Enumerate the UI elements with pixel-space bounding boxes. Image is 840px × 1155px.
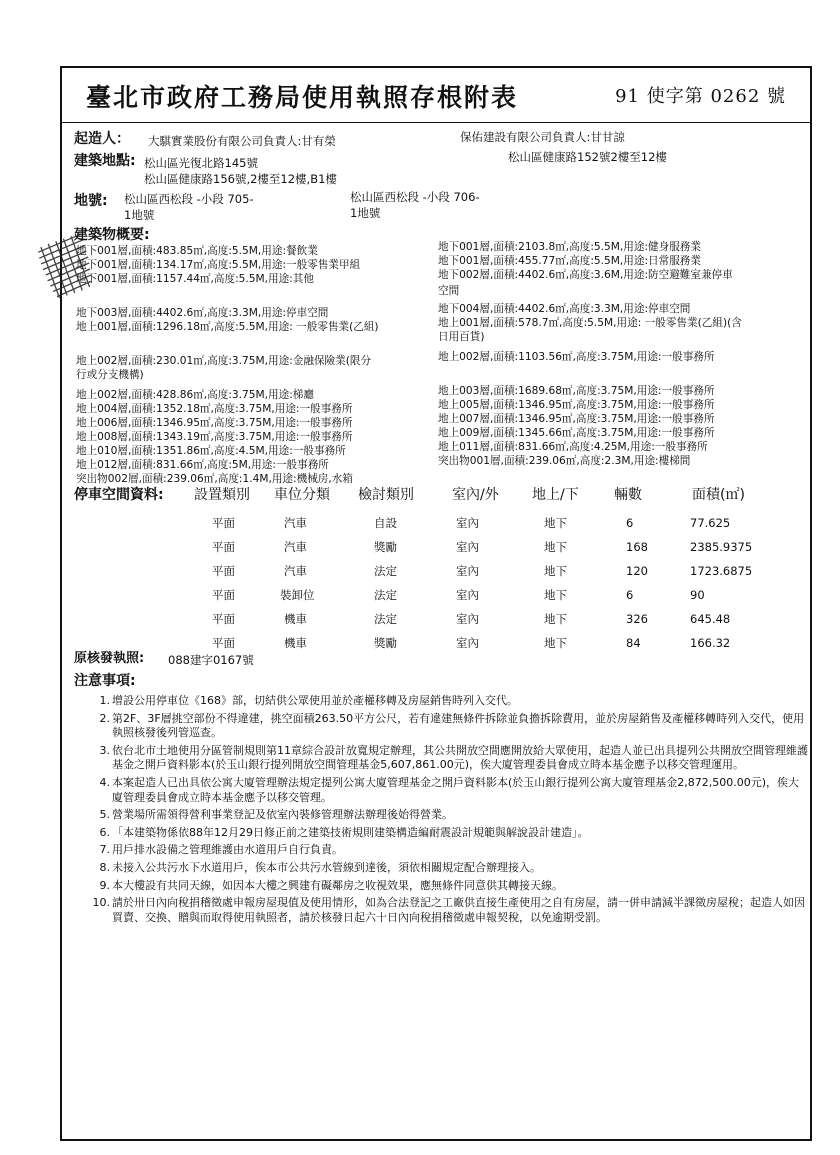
parking-cell: 室內 <box>456 540 479 554</box>
note-item <box>90 843 810 858</box>
note-number: 8. <box>99 860 110 874</box>
note-item <box>90 712 810 741</box>
note-text: 增設公用停車位《168》部，切結供公眾使用並於產權移轉及房屋銷售時列入交代。 <box>112 694 518 707</box>
parking-cell: 室內 <box>456 564 479 578</box>
building-left-line: 地上002層,面積:428.86㎡,高度:3.75M,用途:梯廳 <box>76 389 314 401</box>
note-item <box>90 694 810 709</box>
notes-list <box>90 694 810 928</box>
parking-cell: 地下 <box>544 636 567 650</box>
parking-header: 面積(㎡) <box>692 487 745 503</box>
builder-right: 保佑建設有限公司負責人:甘甘諒 <box>460 130 625 144</box>
original-permit-label: 原核發執照: <box>74 651 145 666</box>
note-number: 9. <box>99 878 110 892</box>
note-number: 10. <box>92 896 110 910</box>
note-number: 5. <box>99 808 110 822</box>
parking-cell: 645.48 <box>690 612 731 626</box>
note-number: 4. <box>99 775 110 789</box>
parking-cell: 84 <box>626 636 641 650</box>
parking-cell: 獎勵 <box>374 636 397 650</box>
parking-label: 停車空間資料: <box>74 487 164 503</box>
note-number: 6. <box>99 825 110 839</box>
note-item <box>90 776 810 805</box>
parking-cell: 地下 <box>544 564 567 578</box>
building-right-line: 地上005層,面積:1346.95㎡,高度:3.75M,用途:一般事務所 <box>438 399 715 411</box>
address-left-line1: 松山區光復北路145號 <box>144 156 258 170</box>
note-text: 依台北市土地使用分區管制規則第11章綜合設計放寬規定辦理，其公共開放空間應開放給大眾使用，起造人並已出具提列公共開放空間管理維護基金之開戶資料影本(於玉山銀行提列開放空間管理基金5,607,861.00元)，俟大廈管理委員會成立時本基金應予以移交管理運用。 <box>112 743 808 772</box>
parking-header: 室內/外 <box>452 487 499 503</box>
parking-cell: 平面 <box>212 564 235 578</box>
building-left-line: 地上006層,面積:1346.95㎡,高度:3.75M,用途:一般事務所 <box>76 417 353 429</box>
parking-cell: 90 <box>690 588 705 602</box>
building-left-line: 地下001層,面積:483.85㎡,高度:5.5M,用途:餐飲業 <box>76 245 318 257</box>
note-text: 本大樓設有共同天線，如因本大樓之興建有礙鄰房之收視效果，應無條件同意供其轉接天線。 <box>112 878 563 892</box>
address-label: 建築地點: <box>74 153 136 169</box>
note-number: 1. <box>99 694 110 707</box>
note-item <box>90 896 810 925</box>
building-right-line: 突出物001層,面積:239.06㎡,高度:2.3M,用途:樓梯間 <box>438 455 691 467</box>
parking-header: 輛數 <box>614 487 642 503</box>
building-left-line: 地下003層,面積:4402.6㎡,高度:3.3M,用途:停車空間 <box>76 307 329 319</box>
parking-cell: 地下 <box>544 612 567 626</box>
building-left-line: 突出物002層,面積:239.06㎡,高度:1.4M,用途:機械房,水箱 <box>76 473 353 485</box>
building-right-line: 地上003層,面積:1689.68㎡,高度:3.75M,用途:一般事務所 <box>438 385 715 397</box>
parking-cell: 平面 <box>212 540 235 554</box>
parking-cell: 平面 <box>212 612 235 626</box>
parking-header: 地上/下 <box>532 487 579 503</box>
building-right-line: 地上001層,面積:578.7㎡,高度:5.5M,用途: 一般零售業(乙組)(含 <box>438 317 742 329</box>
note-text: 未接入公共污水下水道用戶，俟本市公共污水管線到達後，須依相關規定配合辦理接入。 <box>112 860 541 874</box>
parking-cell: 平面 <box>212 636 235 650</box>
note-number: 3. <box>99 743 110 757</box>
original-permit-value: 088建字0167號 <box>168 653 254 667</box>
permit-number: 91 使字第 0262 號 <box>615 86 786 107</box>
building-right-line: 地下001層,面積:455.77㎡,高度:5.5M,用途:日常服務業 <box>438 255 701 267</box>
note-text: 本案起造人已出具依公寓大廈管理辦法規定提列公寓大廈管理基金之開戶資料影本(於玉山銀行提列公寓大廈管理基金2,872,500.00元)，俟大廈管理委員會成立時本基金應予以移交管理。 <box>112 775 800 804</box>
parking-cell: 機車 <box>284 636 307 650</box>
parking-cell: 機車 <box>284 612 307 626</box>
note-number: 2. <box>99 711 110 725</box>
parking-cell: 獎勵 <box>374 540 397 554</box>
building-right-line: 地上007層,面積:1346.95㎡,高度:3.75M,用途:一般事務所 <box>438 413 715 425</box>
parking-cell: 自設 <box>374 516 397 530</box>
permit-attachment-form <box>60 66 812 1141</box>
building-left-line: 地上012層,面積:831.66㎡,高度:5M,用途:一般事務所 <box>76 459 329 471</box>
parking-cell: 室內 <box>456 636 479 650</box>
notes-label: 注意事項: <box>74 673 136 689</box>
parking-cell: 168 <box>626 540 648 554</box>
parking-cell: 6 <box>626 588 634 602</box>
parking-cell: 2385.9375 <box>690 540 753 554</box>
note-item <box>90 744 810 773</box>
parking-cell: 法定 <box>374 612 397 626</box>
lot-right-line1: 松山區西松段 -小段 706- <box>350 190 480 204</box>
note-text: 請於卅日內向稅捐稽徵處申報房屋現值及使用情形，如為合法登記之工廠供直接生產使用之自有房屋，請一併申請減半課徵房屋稅；起造人如因買賣、交換、贈與而取得使用執照者，請於核發日起六十日內向稅捐稽徵處申報契稅，以免逾期受罰。 <box>112 896 805 924</box>
note-item <box>90 826 810 841</box>
building-right-line: 日用百貨) <box>438 331 485 343</box>
building-right-line: 地上002層,面積:1103.56㎡,高度:3.75M,用途:一般事務所 <box>438 351 715 363</box>
parking-cell: 地下 <box>544 588 567 602</box>
note-text: 用戶排水設備之管理維護由水道用戶自行負責。 <box>112 843 343 857</box>
building-left-line: 地上002層,面積:230.01㎡,高度:3.75M,用途:金融保險業(限分 <box>76 355 372 367</box>
parking-cell: 裝卸位 <box>280 588 315 602</box>
building-right-line: 地下002層,面積:4402.6㎡,高度:3.6M,用途:防空避難室兼停車 <box>438 269 733 281</box>
building-right-line: 地上009層,面積:1345.66㎡,高度:3.75M,用途:一般事務所 <box>438 427 715 439</box>
parking-cell: 平面 <box>212 588 235 602</box>
title-row <box>62 68 810 123</box>
parking-cell: 汽車 <box>284 540 307 554</box>
building-left-line: 地上010層,面積:1351.86㎡,高度:4.5M,用途:一般事務所 <box>76 445 346 457</box>
note-item <box>90 879 810 894</box>
lot-right-line2: 1地號 <box>350 206 381 220</box>
parking-cell: 平面 <box>212 516 235 530</box>
building-left-line: 地上001層,面積:1296.18㎡,高度:5.5M,用途: 一般零售業(乙組) <box>76 321 379 333</box>
parking-cell: 法定 <box>374 564 397 578</box>
parking-header: 車位分類 <box>274 487 330 503</box>
building-left-line: 行或分支機構) <box>76 369 144 381</box>
parking-cell: 77.625 <box>690 516 731 530</box>
parking-cell: 地下 <box>544 540 567 554</box>
building-left-line: 地上004層,面積:1352.18㎡,高度:3.75M,用途:一般事務所 <box>76 403 353 415</box>
parking-cell: 室內 <box>456 612 479 626</box>
parking-cell: 汽車 <box>284 564 307 578</box>
parking-cell: 室內 <box>456 588 479 602</box>
building-left-line: 地下001層,面積:1157.44㎡,高度:5.5M,用途:其他 <box>76 273 314 285</box>
address-right-line1: 松山區健康路152號2樓至12樓 <box>508 150 667 164</box>
note-text: 營業場所需領得營利事業登記及依室內裝修管理辦法辦理後始得營業。 <box>112 808 453 822</box>
parking-cell: 6 <box>626 516 634 530</box>
lot-label: 地號: <box>74 193 108 209</box>
note-text: 「本建築物係依88年12月29日修正前之建築技術規則建築構造編耐震設計規範與解說設計建造」。 <box>112 825 589 839</box>
building-left-line: 地上008層,面積:1343.19㎡,高度:3.75M,用途:一般事務所 <box>76 431 353 443</box>
building-left-line: 地下001層,面積:134.17㎡,高度:5.5M,用途:一般零售業甲組 <box>76 259 361 271</box>
address-left-line2: 松山區健康路156號,2樓至12樓,B1樓 <box>144 172 337 186</box>
building-right-line: 空間 <box>438 285 460 297</box>
parking-cell: 法定 <box>374 588 397 602</box>
note-number: 7. <box>99 843 110 857</box>
parking-cell: 地下 <box>544 516 567 530</box>
parking-cell: 166.32 <box>690 636 731 650</box>
builder-label: 起造人： <box>74 131 130 147</box>
parking-header: 設置類別 <box>194 487 250 503</box>
lot-left-line2: 1地號 <box>124 208 155 222</box>
building-right-line: 地上011層,面積:831.66㎡,高度:4.25M,用途:一般事務所 <box>438 441 708 453</box>
parking-cell: 326 <box>626 612 648 626</box>
building-right-line: 地下004層,面積:4402.6㎡,高度:3.3M,用途:停車空間 <box>438 303 691 315</box>
document-title: 臺北市政府工務局使用執照存根附表 <box>86 83 519 112</box>
parking-cell: 室內 <box>456 516 479 530</box>
note-item <box>90 861 810 876</box>
parking-cell: 1723.6875 <box>690 564 753 578</box>
parking-header: 檢討類別 <box>358 487 414 503</box>
note-text: 第2F、3F層挑空部份不得違建，挑空面積263.50平方公尺，若有違建無條件拆除並負擔拆除費用，並於房屋銷售及產權移轉時列入交代，使用執照核發後列管巡查。 <box>112 711 805 740</box>
builder-left: 大騏實業股份有限公司負責人:甘有榮 <box>148 134 336 148</box>
parking-cell: 汽車 <box>284 516 307 530</box>
building-summary-label: 建築物概要: <box>74 227 150 243</box>
note-item <box>90 808 810 823</box>
building-right-line: 地下001層,面積:2103.8㎡,高度:5.5M,用途:健身服務業 <box>438 241 701 253</box>
parking-cell: 120 <box>626 564 648 578</box>
lot-left-line1: 松山區西松段 -小段 705- <box>124 192 254 206</box>
